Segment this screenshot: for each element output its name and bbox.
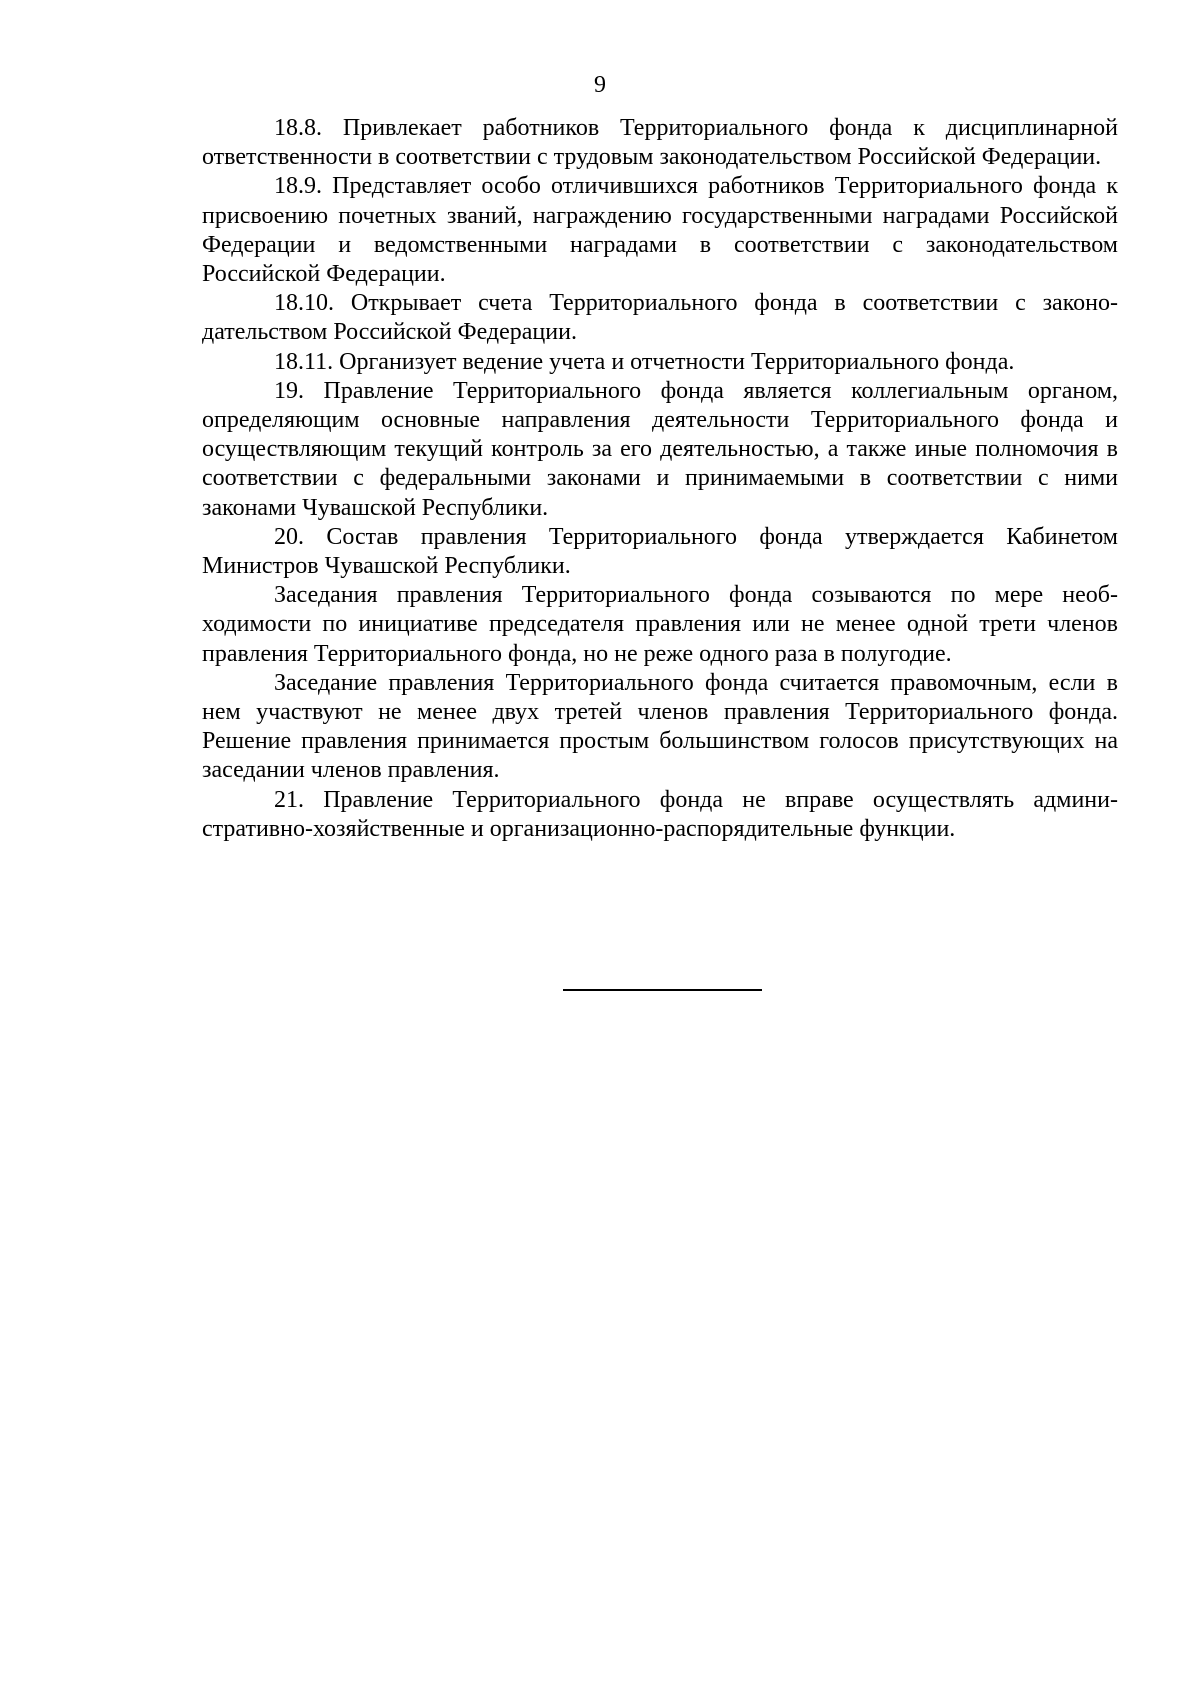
paragraph-21: 21. Правление Территориального фонда не вправе осуществлять административно-хозяйственные и организационно-распорядительные функции. [202,786,1118,842]
paragraph-20-meetings: Заседания правления Территориального фонда созываются по мере необходимости по инициативе председателя правления или не менее одной трети членов правления Территориального фонда, но не реже одного раза в полугодие. [202,582,1118,667]
paragraph-18-8: 18.8. Привлекает работников Территориального фонда к дисциплинарной ответственности в соответствии с трудовым законодательством Российской Федерации. [202,115,1118,171]
document-body [202,114,1118,844]
paragraph-20-quorum: Заседание правления Территориального фонда считается правомочным, если в нем участвуют не менее двух третей членов правления Территориального фонда. Решение правления принимается простым большинством голосов присутствующих на заседании членов правления. [202,669,1118,784]
end-of-document-rule [563,989,762,991]
paragraph-18-11: 18.11. Организует ведение учета и отчетности Территориального фонда. [274,348,1015,375]
paragraph-18-9: 18.9. Представляет особо отличившихся работников Территориального фонда к присвоению почетных званий, награждению государственными наградами Российской Федерации и ведомственными наградами в соответствии с законодательством Российской Федерации. [202,173,1118,288]
paragraph-19: 19. Правление Территориального фонда является коллегиальным органом, определяющим основные направления деятельности Территориального фонда и осуществляющим текущий контроль за его деятельностью, а также иные полномочия в соответствии с федеральными законами и принимаемыми в соответствии с ними законами Чувашской Республики. [202,377,1118,521]
paragraph-18-10: 18.10. Открывает счета Территориального фонда в соответствии с законодательством Российской Федерации. [202,290,1118,346]
paragraph-20: 20. Состав правления Территориального фонда утверждается Кабинетом Министров Чувашской Республики. [202,523,1118,580]
page-number: 9 [594,72,606,98]
